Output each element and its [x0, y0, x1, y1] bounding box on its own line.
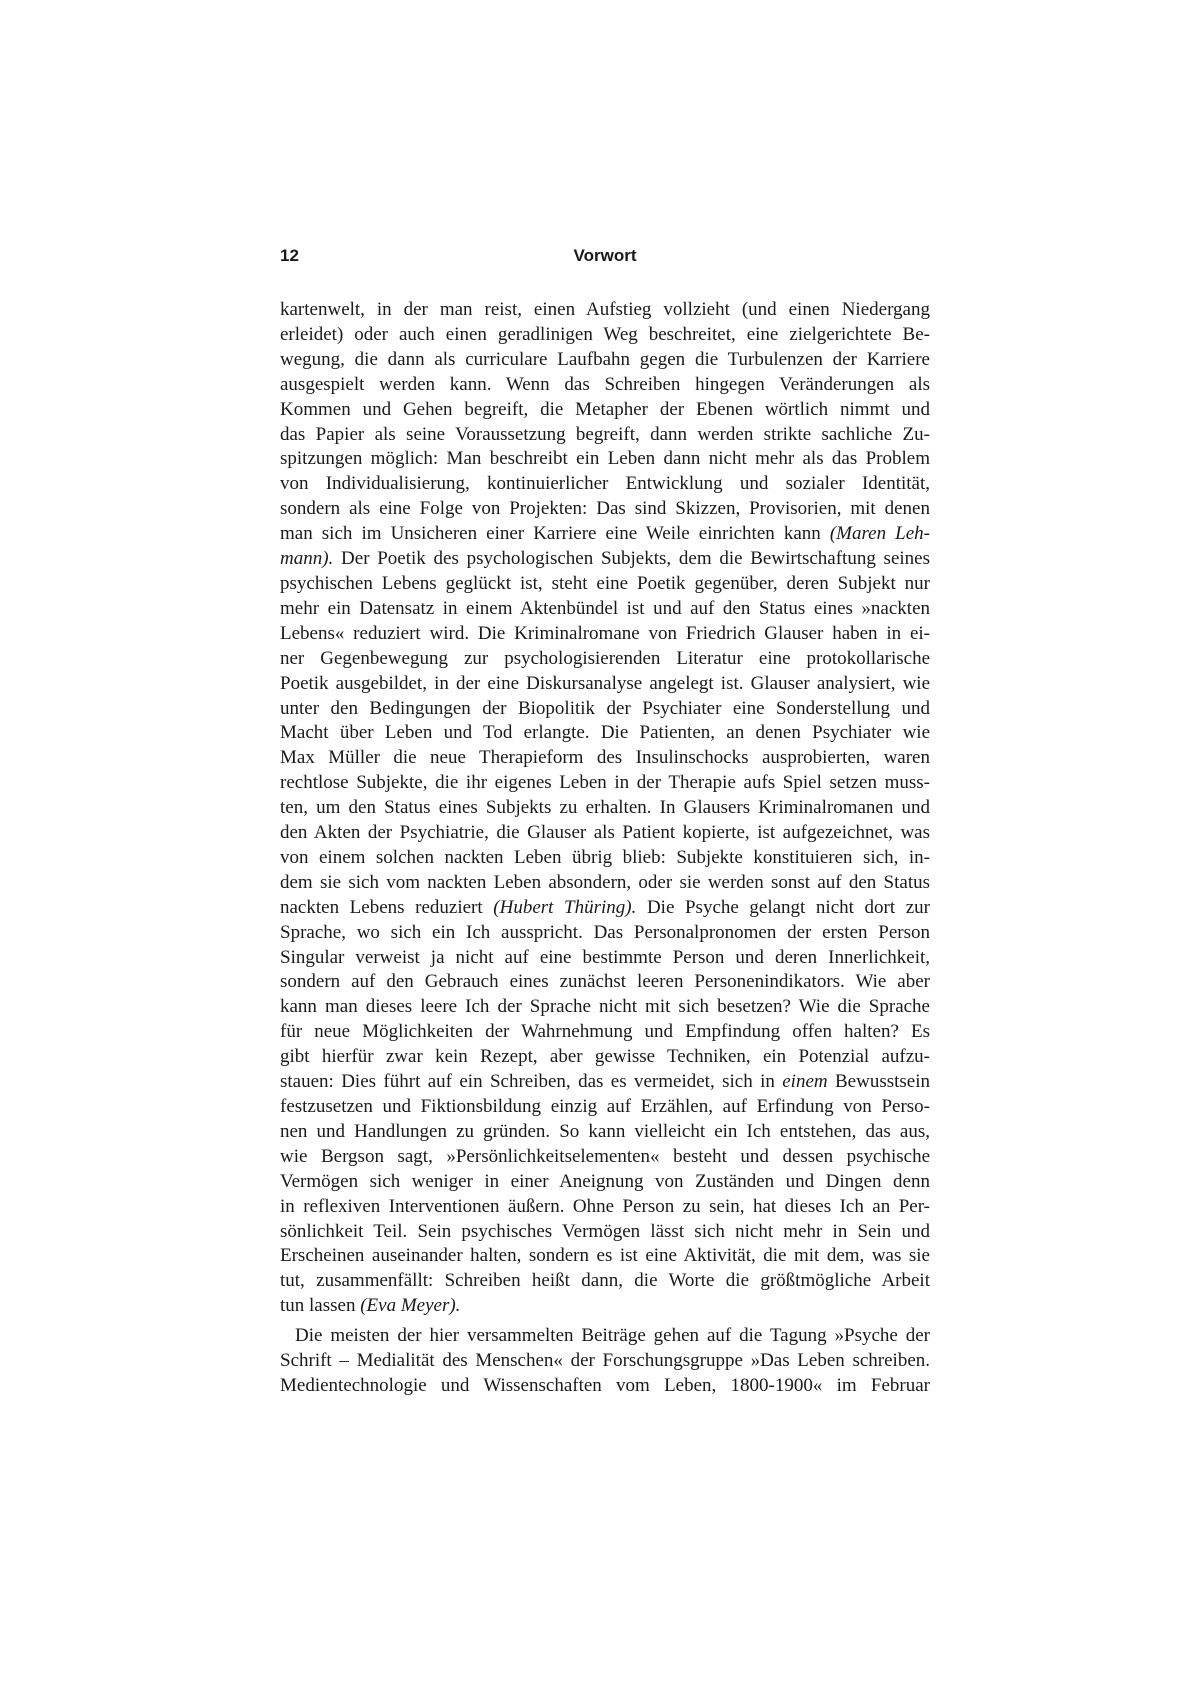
text-line: [280, 871, 930, 896]
text-run: das Papier als seine Voraussetzung begreift, dann werden strikte sachliche Zu-: [280, 423, 930, 445]
text-line: [280, 1244, 930, 1269]
chapter-title: Vorwort: [573, 246, 637, 265]
emphasis: einem: [782, 1071, 828, 1093]
text-run: ausgespielt werden kann. Wenn das Schreiben hingegen Veränderungen als: [280, 373, 930, 395]
text-line: [280, 622, 930, 647]
text-line: [280, 1374, 930, 1399]
text-run: tut, zusammenfällt: Schreiben heißt dann, die Worte die größtmögliche Arbeit: [280, 1270, 930, 1292]
text-run: von einem solchen nackten Leben übrig blieb: Subjekte konstituieren sich, in-: [280, 846, 930, 868]
text-line: [280, 970, 930, 995]
text-run: Singular verweist ja nicht auf eine bestimmte Person und deren Innerlichkeit,: [280, 946, 930, 968]
text-run: Poetik ausgebildet, in der eine Diskursanalyse angelegt ist. Glauser analysiert, wie: [280, 672, 930, 694]
text-line: [280, 1195, 930, 1220]
text-run: nen und Handlungen zu gründen. So kann vielleicht ein Ich entstehen, das aus,: [280, 1120, 930, 1142]
text-run: Sprache, wo sich ein Ich ausspricht. Das Personalpronomen der ersten Person: [280, 921, 930, 943]
text-run: sönlichkeit Teil. Sein psychisches Vermögen lässt sich nicht mehr in Sein und: [280, 1220, 930, 1242]
text-line: [280, 697, 930, 722]
text-line: [280, 1220, 930, 1245]
text-run: Die Psyche gelangt nicht dort zur: [636, 896, 930, 918]
text-line: [280, 1095, 930, 1120]
emphasis: (Maren Leh-: [829, 523, 930, 545]
text-line: [280, 547, 930, 572]
text-run: Vermögen sich weniger in einer Aneignung von Zuständen und Dingen denn: [280, 1170, 930, 1192]
paragraph: [280, 298, 930, 1319]
text-run: Lebens« reduziert wird. Die Kriminalromane von Friedrich Glauser haben in ei-: [280, 622, 930, 644]
text-line: [280, 896, 930, 921]
page-number: 12: [280, 246, 299, 265]
text-line: [280, 647, 930, 672]
text-line: [280, 771, 930, 796]
text-run: in reflexiven Interventionen äußern. Ohne Person zu sein, hat dieses Ich an Per-: [280, 1195, 930, 1217]
text-line: [280, 1070, 930, 1095]
text-run: rechtlose Subjekte, die ihr eigenes Leben in der Therapie aufs Spiel setzen muss-: [280, 772, 930, 794]
text-line: [280, 721, 930, 746]
text-run: festzusetzen und Fiktionsbildung einzig auf Erzählen, auf Erfindung von Perso-: [280, 1096, 930, 1117]
emphasis: (Hubert Thüring).: [493, 896, 637, 918]
text-line: [280, 1269, 930, 1294]
text-run: mehr ein Datensatz in einem Aktenbündel ist und auf den Status eines »nackten: [280, 597, 930, 619]
text-line: [280, 497, 930, 522]
text-run: Max Müller die neue Therapieform des Insulinschocks ausprobierten, waren: [280, 747, 930, 769]
text-run: Kommen und Gehen begreift, die Metapher der Ebenen wörtlich nimmt und: [280, 398, 930, 420]
body-text: [280, 298, 930, 1399]
text-run: den Akten der Psychiatrie, die Glauser als Patient kopierte, ist aufgezeichnet, was: [280, 822, 930, 844]
text-line: [280, 522, 930, 547]
text-line: [280, 323, 930, 348]
text-line: [280, 995, 930, 1020]
text-line: [280, 447, 930, 472]
text-run: für neue Möglichkeiten der Wahrnehmung und Empfindung offen halten? Es: [280, 1021, 930, 1043]
text-run: psychischen Lebens geglückt ist, steht eine Poetik gegenüber, deren Subjekt nur: [280, 572, 930, 594]
text-run: stauen: Dies führt auf ein Schreiben, das es vermeidet, sich in: [280, 1071, 783, 1093]
text-run: kann man dieses leere Ich der Sprache nicht mit sich besetzen? Wie die Sprache: [280, 996, 930, 1018]
paragraph: [280, 1324, 930, 1399]
text-line: [280, 1294, 930, 1319]
text-run: erleidet) oder auch einen geradlinigen Weg beschreitet, eine zielgerichtete Be-: [280, 323, 930, 345]
text-line: [280, 946, 930, 971]
text-line: [280, 746, 930, 771]
text-run: wegung, die dann als curriculare Laufbahn gegen die Turbulenzen der Karriere: [280, 348, 930, 370]
text-run: sondern auf den Gebrauch eines zunächst leeren Personenindikators. Wie aber: [280, 971, 930, 993]
text-line: [280, 1145, 930, 1170]
text-line: [280, 398, 930, 423]
text-line: [280, 1020, 930, 1045]
text-line: [280, 298, 930, 323]
emphasis: mann).: [280, 548, 334, 570]
text-line: [280, 1120, 930, 1145]
text-run: wie Bergson sagt, »Persönlichkeitselementen« besteht und dessen psychische: [280, 1145, 930, 1167]
emphasis: (Eva Meyer).: [360, 1295, 461, 1317]
text-run: spitzungen möglich: Man beschreibt ein Leben dann nicht mehr als das Problem: [280, 448, 930, 470]
text-line: [280, 1045, 930, 1070]
text-run: von Individualisierung, kontinuierlicher Entwicklung und sozialer Identität,: [280, 473, 930, 495]
text-run: Erscheinen auseinander halten, sondern es ist eine Aktivität, die mit dem, was sie: [280, 1245, 930, 1267]
text-line: [280, 796, 930, 821]
text-line: [280, 597, 930, 622]
text-line: [280, 472, 930, 497]
text-run: ner Gegenbewegung zur psychologisierenden Literatur eine protokollarische: [280, 647, 930, 669]
running-head: [280, 246, 930, 276]
text-run: tun lassen: [280, 1295, 361, 1317]
text-line: [280, 1170, 930, 1195]
text-run: Der Poetik des psychologischen Subjekts, dem die Bewirtschaftung seines: [333, 548, 930, 570]
text-line: [280, 348, 930, 373]
text-run: nackten Lebens reduziert: [280, 896, 494, 918]
text-line: [280, 921, 930, 946]
text-run: man sich im Unsicheren einer Karriere eine Weile einrichten kann: [280, 523, 830, 545]
text-run: ten, um den Status eines Subjekts zu erhalten. In Glausers Kriminalromanen und: [280, 797, 930, 819]
text-line: [280, 672, 930, 697]
text-line: [280, 1349, 930, 1374]
text-run: Schrift – Medialität des Menschen« der Forschungsgruppe »Das Leben schreiben.: [280, 1350, 930, 1372]
text-run: Macht über Leben und Tod erlangte. Die Patienten, an denen Psychiater wie: [280, 722, 930, 744]
text-run: Bewusstsein: [827, 1071, 931, 1093]
text-run: kartenwelt, in der man reist, einen Aufstieg vollzieht (und einen Niedergang: [280, 299, 930, 320]
text-run: Medientechnologie und Wissenschaften vom Leben, 1800-1900« im Februar: [280, 1374, 930, 1396]
text-line: [280, 846, 930, 871]
text-run: sondern als eine Folge von Projekten: Das sind Skizzen, Provisorien, mit denen: [280, 498, 930, 520]
text-run: gibt hierfür zwar kein Rezept, aber gewisse Techniken, ein Potenzial aufzu-: [280, 1046, 930, 1068]
text-line: [280, 423, 930, 448]
text-run: dem sie sich vom nackten Leben absondern, oder sie werden sonst auf den Status: [280, 871, 930, 893]
text-run: Die meisten der hier versammelten Beiträge gehen auf die Tagung »Psyche der: [295, 1325, 930, 1347]
text-line: [280, 1324, 930, 1349]
text-run: unter den Bedingungen der Biopolitik der Psychiater eine Sonderstellung und: [280, 697, 930, 719]
text-line: [280, 821, 930, 846]
text-line: [280, 572, 930, 597]
text-line: [280, 373, 930, 398]
